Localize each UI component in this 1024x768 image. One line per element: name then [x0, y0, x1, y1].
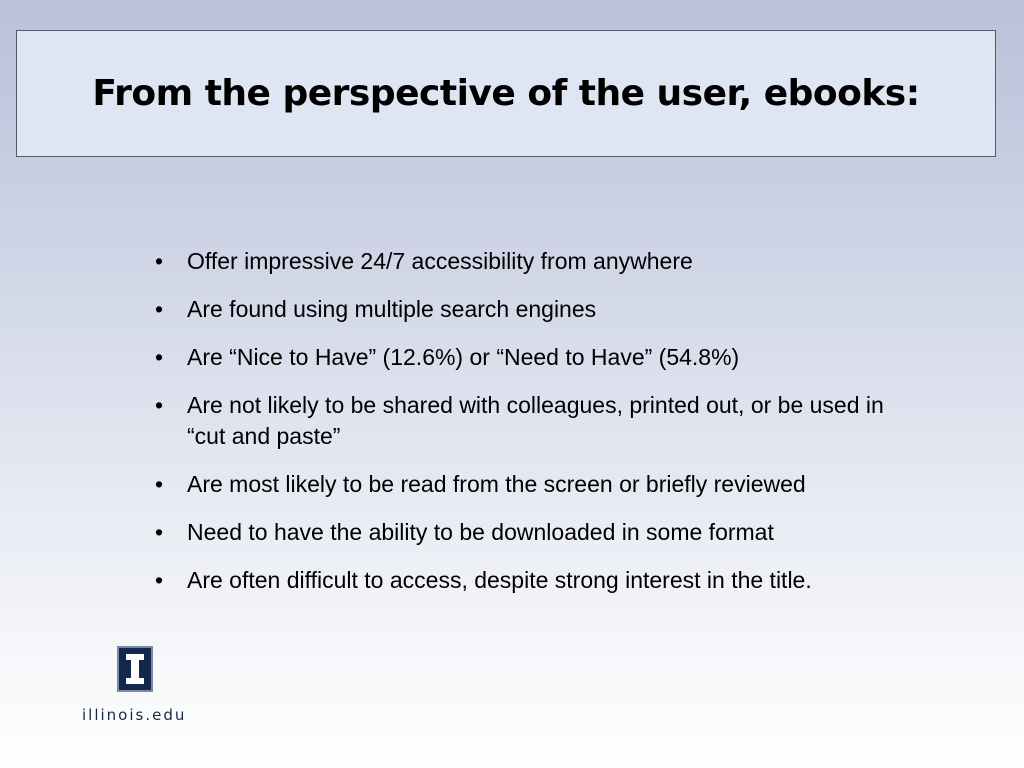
- bullet-marker: •: [155, 567, 164, 593]
- bullet-marker: •: [155, 519, 164, 545]
- bullet-marker: •: [155, 248, 164, 274]
- bullet-marker: •: [155, 392, 164, 418]
- bullet-item: [155, 390, 895, 452]
- bullet-text: Offer impressive 24/7 accessibility from anywhere: [187, 248, 693, 274]
- bullet-text: Are “Nice to Have” (12.6%) or “Need to Have” (54.8%): [187, 344, 740, 370]
- block-i-icon: [117, 646, 153, 692]
- bullet-item: [155, 294, 895, 325]
- bullet-text: Are not likely to be shared with colleagues, printed out, or be used in “cut and paste”: [187, 392, 884, 449]
- title-box: [16, 30, 996, 157]
- bullet-marker: •: [155, 344, 164, 370]
- bullet-list: [155, 246, 895, 613]
- bullet-text: Are most likely to be read from the screen or briefly reviewed: [187, 471, 806, 497]
- logo-text: illinois.edu: [82, 706, 187, 724]
- bullet-item: [155, 246, 895, 277]
- bullet-marker: •: [155, 471, 164, 497]
- bullet-item: [155, 565, 895, 596]
- bullet-item: [155, 469, 895, 500]
- bullet-text: Are found using multiple search engines: [187, 296, 597, 322]
- bullet-text: Need to have the ability to be downloaded in some format: [187, 519, 774, 545]
- bullet-marker: •: [155, 296, 164, 322]
- bullet-item: [155, 517, 895, 548]
- bullet-item: [155, 342, 895, 373]
- bullet-text: Are often difficult to access, despite strong interest in the title.: [187, 567, 812, 593]
- slide-title: From the perspective of the user, ebooks:: [92, 73, 920, 114]
